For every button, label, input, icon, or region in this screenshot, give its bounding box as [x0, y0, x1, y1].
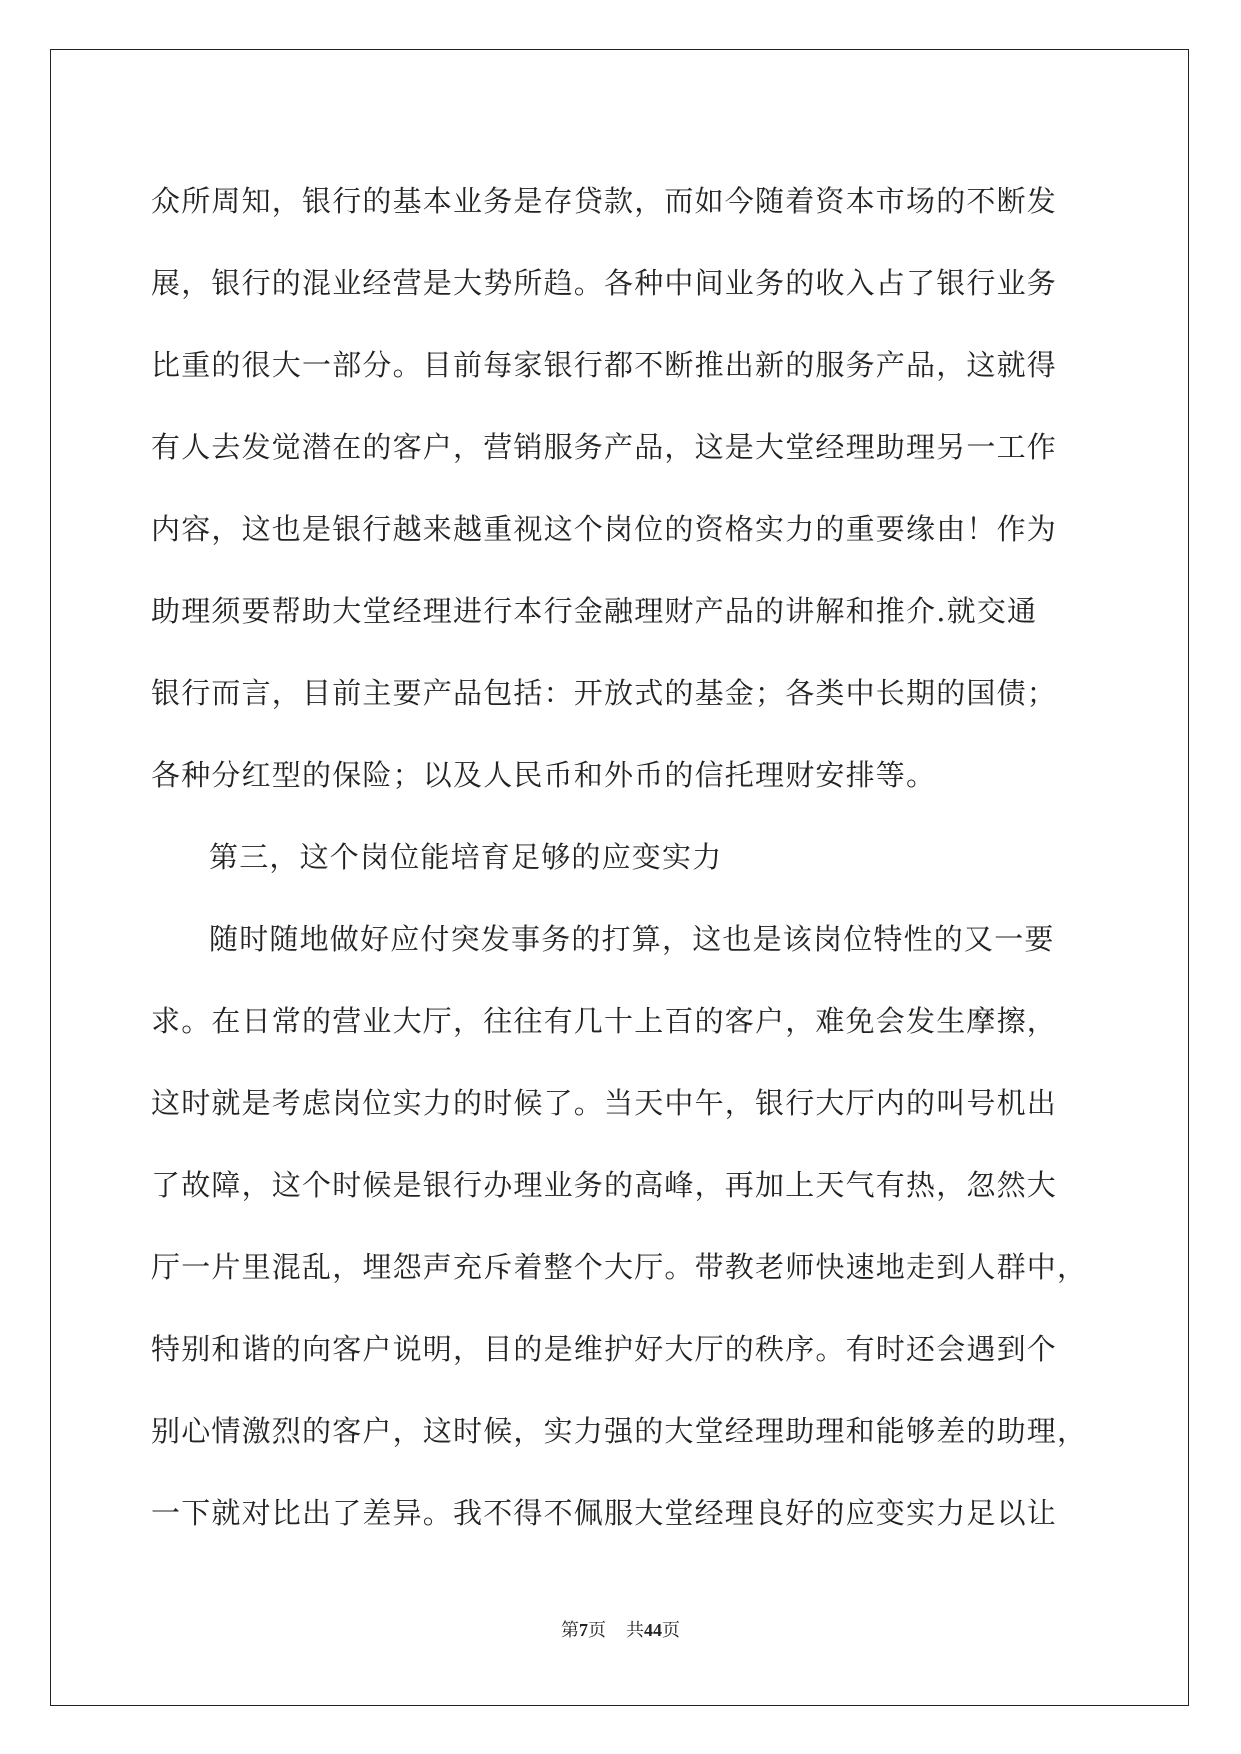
- text-line: 有人去发觉潜在的客户，营销服务产品，这是大堂经理助理另一工作: [151, 430, 1058, 464]
- text-line: 一下就对比出了差异。我不得不佩服大堂经理良好的应变实力足以让: [151, 1496, 1058, 1530]
- text-line: 求。在日常的营业大厅，往往有几十上百的客户，难免会发生摩擦，: [151, 1004, 1058, 1038]
- text-line: 了故障，这个时候是银行办理业务的高峰，再加上天气有热，忽然大: [151, 1168, 1058, 1202]
- text-line: 助理须要帮助大堂经理进行本行金融理财产品的讲解和推介.就交通: [151, 594, 1038, 628]
- text-line: 特别和谐的向客户说明，目的是维护好大厅的秩序。有时还会遇到个: [151, 1332, 1058, 1366]
- text-line: 随时随地做好应付突发事务的打算，这也是该岗位特性的又一要: [209, 922, 1055, 956]
- page-total: 44: [644, 1620, 662, 1640]
- text-line: 银行而言，目前主要产品包括：开放式的基金；各类中长期的国债；: [151, 676, 1058, 710]
- text-line: 内容，这也是银行越来越重视这个岗位的资格实力的重要缘由！作为: [151, 512, 1058, 546]
- document-body: [151, 160, 1091, 1554]
- text-line: 别心情激烈的客户，这时候，实力强的大堂经理助理和能够差的助理，: [151, 1414, 1088, 1448]
- total-suffix: 页: [662, 1620, 680, 1640]
- page-footer: [0, 1616, 1241, 1642]
- text-line: 展，银行的混业经营是大势所趋。各种中间业务的收入占了银行业务: [151, 266, 1058, 300]
- text-line: 各种分红型的保险；以及人民币和外币的信托理财安排等。: [151, 758, 937, 792]
- text-line: 这时就是考虑岗位实力的时候了。当天中午，银行大厅内的叫号机出: [151, 1086, 1058, 1120]
- text-line: 众所周知，银行的基本业务是存贷款，而如今随着资本市场的不断发: [151, 184, 1058, 218]
- page-suffix: 页: [588, 1620, 606, 1640]
- text-line: 厅一片里混乱，埋怨声充斥着整个大厅。带教老师快速地走到人群中，: [151, 1250, 1088, 1284]
- total-prefix: 共: [626, 1620, 644, 1640]
- page-current: 7: [579, 1620, 588, 1640]
- section-heading: 第三，这个岗位能培育足够的应变实力: [209, 840, 723, 874]
- page-prefix: 第: [561, 1620, 579, 1640]
- text-line: 比重的很大一部分。目前每家银行都不断推出新的服务产品，这就得: [151, 348, 1058, 382]
